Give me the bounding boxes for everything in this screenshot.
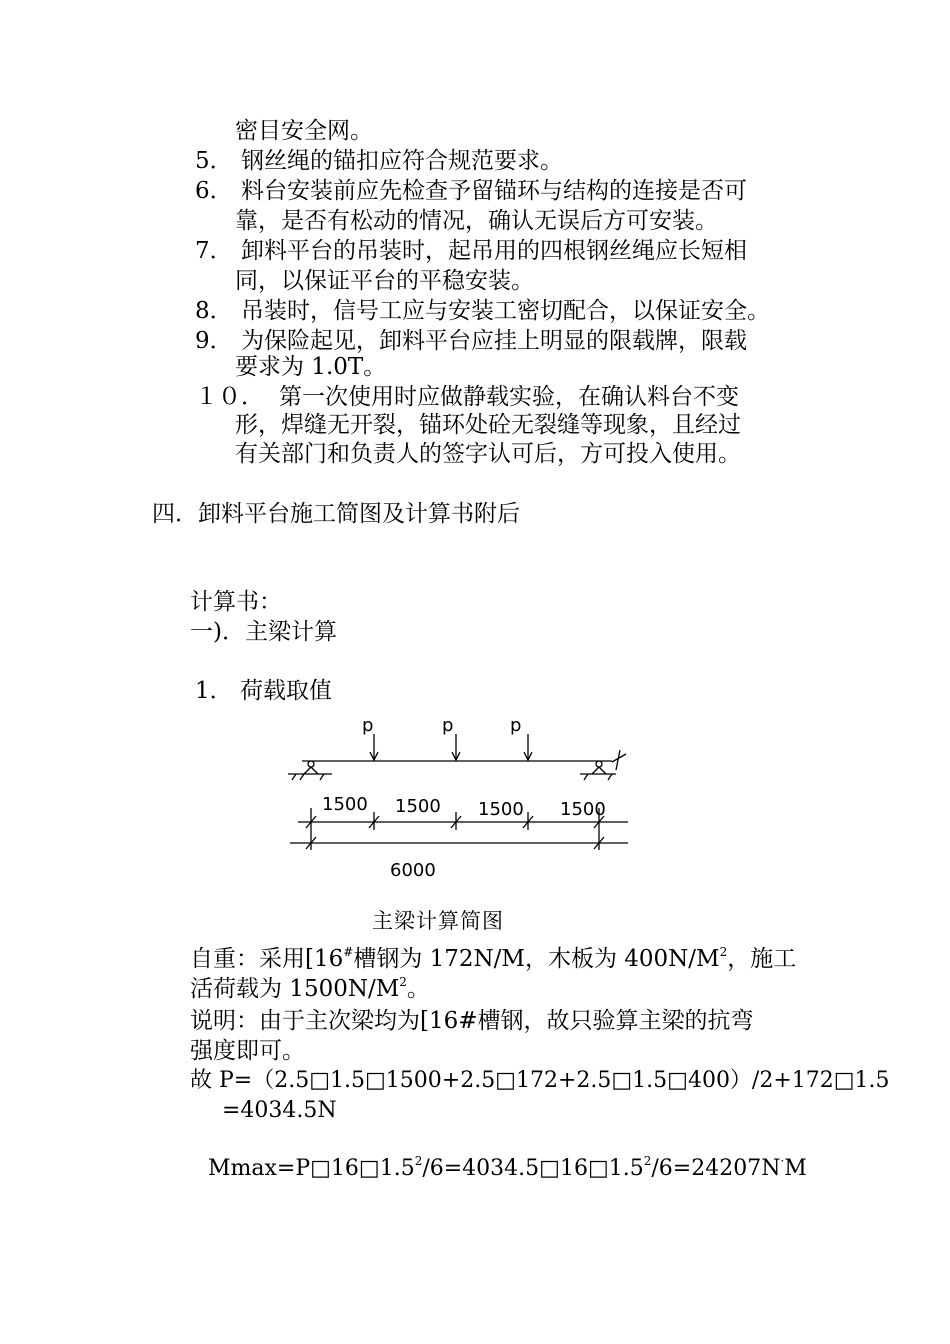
text: /6=24207N: [651, 1156, 781, 1181]
text: 自重：采用[16: [190, 946, 344, 972]
text: /6=4034.5□16□1.5: [422, 1156, 644, 1181]
item-text: 料台安装前应先检查予留锚环与结构的连接是否可: [241, 178, 747, 204]
item-text: 为保险起见，卸料平台应挂上明显的限载牌，限载: [241, 328, 747, 354]
list-item-6: [195, 176, 747, 206]
span-label-2: 1500: [395, 796, 441, 817]
item-text: 吊装时，信号工应与安装工密切配合，以保证安全。: [241, 298, 770, 324]
item-text: 卸料平台的吊装时，起吊用的四根钢丝绳应长短相: [241, 238, 747, 264]
load-label-3: p: [510, 715, 522, 736]
item-number: 5．: [195, 148, 233, 174]
span-label-4: 1500: [560, 799, 606, 820]
item-number: 8．: [195, 298, 233, 324]
formula-p-line-2: =4034.5N: [222, 1098, 337, 1123]
list-item-7: [195, 236, 747, 266]
list-item-10-line2: 形，焊缝无开裂，锚环处砼无裂缝等现象，且经过: [235, 412, 741, 438]
text: 。: [406, 976, 430, 1002]
text: 槽钢为 172N/M，木板为 400N/M: [353, 946, 720, 972]
formula-p-line-1: 故 P=（2.5□1.5□1500+2.5□172+2.5□1.5□400）/2+172□1.5: [190, 1068, 890, 1093]
live-load-line: [190, 974, 430, 1004]
beam-diagram: [280, 712, 650, 887]
list-item-5: [195, 146, 563, 176]
note-line-2: 强度即可。: [190, 1038, 305, 1064]
list-item-10: [195, 382, 739, 412]
load-label-1: p: [362, 715, 374, 736]
item-number: 6．: [195, 178, 233, 204]
list-item-9-line2: 要求为 1.0T。: [235, 354, 387, 380]
item-number: 9．: [195, 328, 233, 354]
text: ，施工: [727, 946, 797, 972]
list-item-7-line2: 同，以保证平台的平稳安装。: [235, 268, 534, 294]
formula-mmax: [208, 1154, 807, 1184]
item-text: 第一次使用时应做静载实验，在确认料台不变: [279, 384, 739, 410]
list-item-8: [195, 296, 770, 326]
superscript: 2: [399, 975, 407, 989]
calc-step-1: 1． 荷载取值: [195, 678, 332, 704]
note-line-1: 说明：由于主次梁均为[16#槽钢，故只验算主梁的抗弯: [190, 1008, 754, 1034]
list-item-6-line2: 靠，是否有松动的情况，确认无误后方可安装。: [235, 208, 718, 234]
list-item-10-line3: 有关部门和负责人的签字认可后，方可投入使用。: [235, 441, 741, 467]
text: M: [784, 1156, 807, 1181]
superscript: 2: [719, 945, 728, 959]
superscript: ·: [780, 1154, 785, 1168]
selfweight-line: [190, 944, 796, 974]
calc-heading: 计算书：: [190, 589, 282, 615]
span-label-1: 1500: [322, 794, 368, 815]
text: Mmax=P□16□1.5: [208, 1156, 415, 1181]
item-number: 7．: [195, 238, 233, 264]
section-heading-4: 四．卸料平台施工简图及计算书附后: [152, 501, 520, 527]
superscript: #: [343, 945, 354, 959]
superscript: 2: [643, 1154, 652, 1168]
diagram-caption: 主梁计算简图: [372, 909, 504, 933]
calc-subheading: 一)．主梁计算: [190, 619, 337, 645]
span-label-3: 1500: [478, 799, 524, 820]
total-length-label: 6000: [390, 860, 436, 881]
text: 活荷载为 1500N/M: [190, 976, 400, 1002]
load-label-2: p: [442, 715, 454, 736]
item-text: 钢丝绳的锚扣应符合规范要求。: [241, 148, 563, 174]
item-number: １０．: [195, 384, 264, 410]
superscript: 2: [414, 1154, 423, 1168]
item4-continuation: 密目安全网。: [235, 118, 373, 144]
